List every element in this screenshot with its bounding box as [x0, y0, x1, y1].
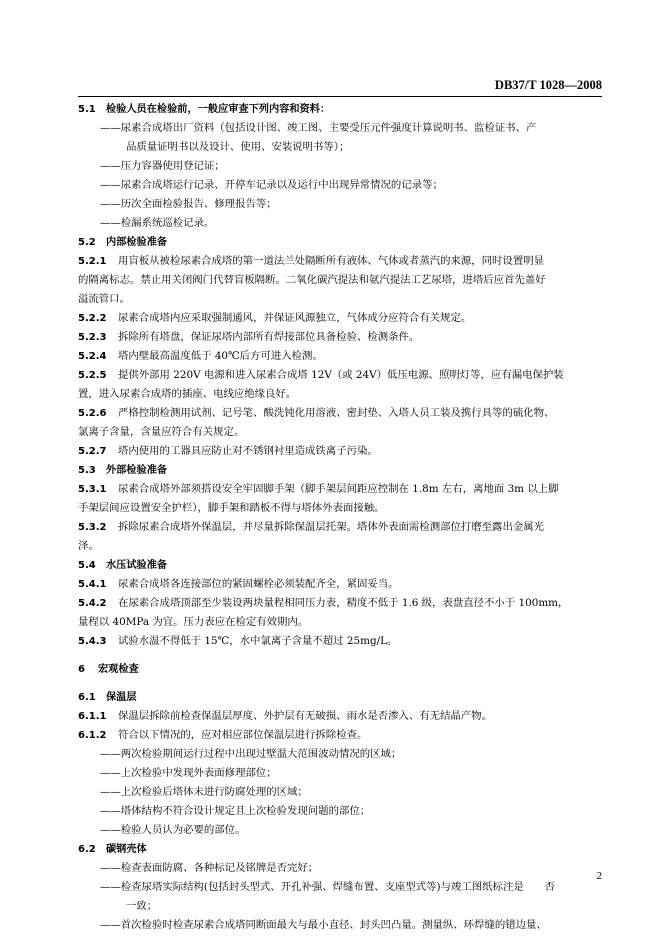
list-item: ——塔体结构不符合设计规定且上次检验发现问题的部位；	[100, 805, 371, 817]
section-6-2-heading: 6.2 碳钢壳体	[78, 844, 147, 855]
clause-continuation: 泽。	[78, 540, 99, 552]
clause-5-2-5: 5.2.5 提供外部用 220V 电源和进入尿素合成塔 12V（或 24V）低压电源、照明灯等，应有漏电保护装	[78, 369, 564, 381]
list-item: ——尿素合成塔运行记录、开停车记录以及运行中出现异常情况的记录等；	[100, 179, 443, 191]
list-item: ——历次全面检验报告、修理报告等；	[100, 198, 277, 210]
document-body	[78, 100, 604, 935]
clause-5-2-1: 5.2.1 用盲板从被检尿素合成塔的第一道法兰处隔断所有液体、气体或者蒸汽的来源，同时设置明显	[78, 255, 545, 267]
list-item: ——上次检验中发现外表面修理部位；	[100, 767, 277, 779]
section-6-1-heading: 6.1 保温层	[78, 692, 137, 703]
clause-5-4-3: 5.4.3 试验水温不得低于 15℃，水中氯离子含量不超过 25mg/L。	[78, 635, 398, 647]
page-number: 2	[596, 870, 602, 882]
clause-5-3-1: 5.3.1 尿素合成塔外部须搭设安全牢固脚手架（脚手架层间距应控制在 1.8m 左右，离地面 3m 以上脚	[78, 483, 559, 495]
list-item: ——首次检验时检查尿素合成塔同断面最大与最小直径、封头凹凸量。测量纵、环焊缝的错边量、	[100, 919, 547, 931]
header-rule	[78, 96, 602, 97]
list-item: ——检查表面防腐、各种标记及铭牌是否完好；	[100, 862, 319, 874]
chapter-6-heading: 6 宏观检查	[78, 664, 139, 675]
list-item: ——两次检验期间运行过程中出现过壁温大范围波动情况的区域；	[100, 748, 402, 760]
section-5-1-heading: 5.1 检验人员在检验前，一般应审查下列内容和资料：	[78, 104, 331, 115]
list-item-continuation: 品质量证明书以及设计、使用、安装说明书等）；	[126, 141, 350, 153]
clause-continuation: 氯离子含量，含量应符合有关规定。	[78, 426, 245, 438]
clause-5-4-1: 5.4.1 尿素合成塔各连接部位的紧固螺栓必须装配齐全，紧固妥当。	[78, 578, 399, 590]
clause-6-1-1: 6.1.1 保温层拆除前检查保温层厚度、外护层有无破损、雨水是否渗入、有无结晶产物。	[78, 710, 493, 722]
clause-5-3-2: 5.3.2 拆除尿素合成塔外保温层，并尽量拆除保温层托架。塔体外表面需检测部位打磨至露出金属光	[78, 521, 545, 533]
list-item: ——检查尿塔实际结构(包括封头型式、开孔补强、焊缝布置、支座型式等)与竣工图纸标注是 否	[100, 881, 555, 893]
clause-continuation: 手架层间应设置安全护栏），脚手架和踏板不得与塔体外表面接触。	[78, 502, 385, 514]
section-5-3-heading: 5.3 外部检验准备	[78, 465, 168, 476]
clause-5-2-4: 5.2.4 塔内壁最高温度低于 40℃后方可进入检测。	[78, 350, 323, 362]
list-item-continuation: 一致；	[126, 900, 158, 912]
list-item: ——检漏系统巡检记录。	[100, 217, 215, 229]
list-item: ——尿素合成塔出厂资料（包括设计图、竣工图、主要受压元件强度计算说明书、监检证书、产	[100, 122, 537, 134]
clause-5-2-6: 5.2.6 严格控制检测用试剂、记号笔、酸洗钝化用溶液、密封垫、入塔人员工装及携行具等的硫化物、	[78, 407, 555, 419]
document-id: DB37/T 1028—2008	[494, 78, 602, 92]
clause-continuation: 量程以 40MPa 为宜。压力表应在检定有效期内。	[78, 616, 309, 628]
list-item: ——压力容器使用登记证；	[100, 160, 225, 172]
section-5-2-heading: 5.2 内部检验准备	[78, 237, 168, 248]
clause-5-2-7: 5.2.7 塔内使用的工器具应防止对不锈钢衬里造成铁离子污染。	[78, 445, 378, 457]
clause-5-2-2: 5.2.2 尿素合成塔内应采取强制通风，并保证风源独立，气体成分应符合有关规定。	[78, 312, 472, 324]
clause-continuation: 的隔离标志。禁止用关闭阀门代替盲板隔断。二氧化碳汽提法和氨汽提法工艺尿塔，进塔后应首先盖好	[78, 274, 546, 286]
clause-5-4-2: 5.4.2 在尿素合成塔顶部至少装设两块量程相同压力表，精度不低于 1.6 级，表盘直径不小于 100mm，	[78, 597, 569, 609]
spacer	[78, 679, 604, 688]
list-item: ——检验人员认为必要的部位。	[100, 824, 246, 836]
spacer	[78, 651, 604, 660]
clause-continuation: 置，进入尿素合成塔的插座、电线应绝缘良好。	[78, 388, 297, 400]
list-item: ——上次检验后塔体未进行防腐处理的区域；	[100, 786, 308, 798]
clause-5-2-3: 5.2.3 拆除所有塔盘，保证尿塔内部所有焊接部位具备检验、检测条件。	[78, 331, 420, 343]
clause-continuation: 溢流管口。	[78, 293, 130, 305]
section-5-4-heading: 5.4 水压试验准备	[78, 560, 168, 571]
clause-6-1-2: 6.1.2 符合以下情况的，应对相应部位保温层进行拆除检查。	[78, 729, 368, 741]
